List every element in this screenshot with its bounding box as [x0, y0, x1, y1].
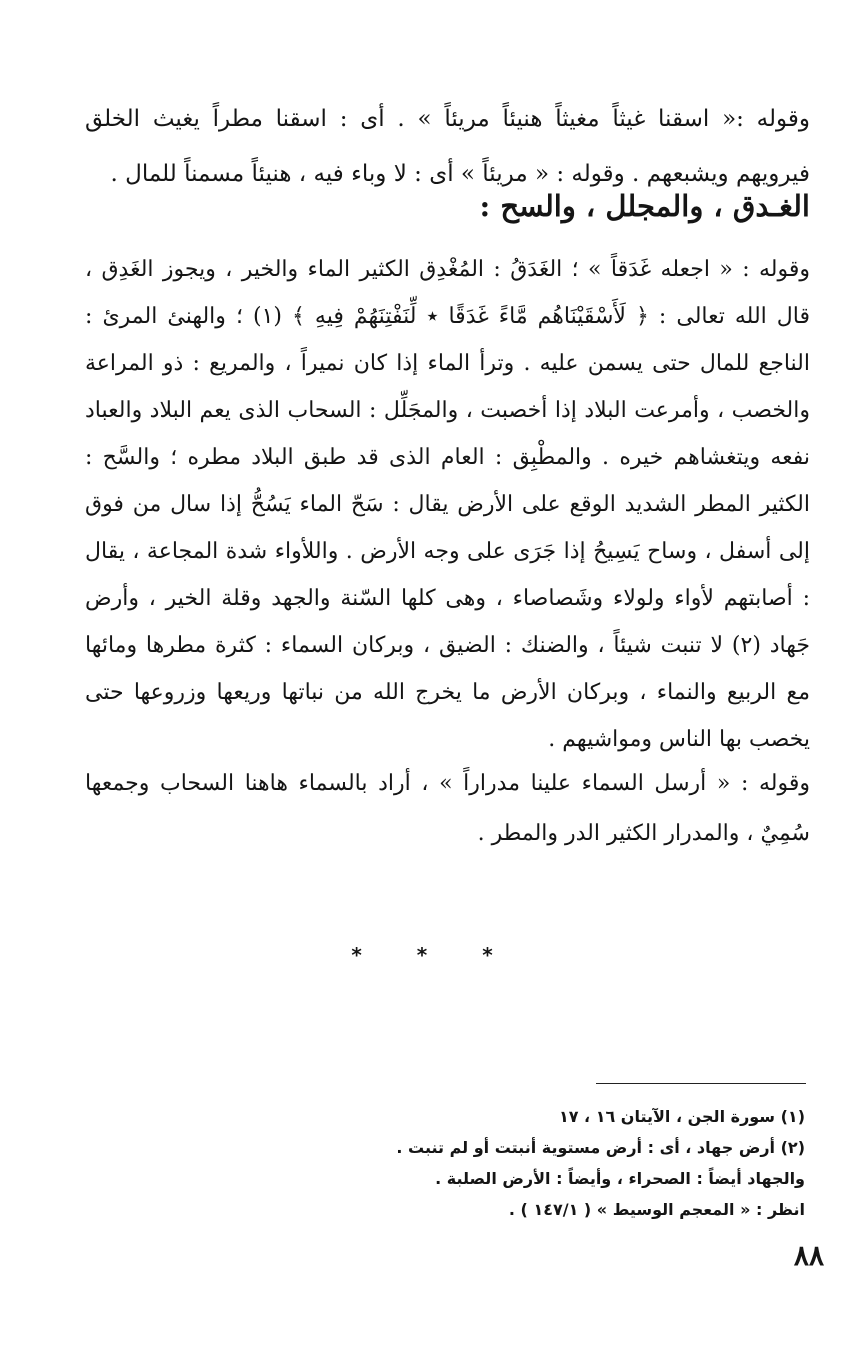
footnote-2-line-2: والجهاد أيضاً : الصحراء ، وأيضاً : الأرض الصلبة .	[435, 1169, 805, 1188]
closing-paragraph: وقوله : « أرسل السماء علينا مدراراً » ، أراد بالسماء هاهنا السحاب وجمعها سُمِيٌ ، والمدرار الكثير الدر والمطر .	[85, 771, 810, 846]
section-ornament: * * *	[351, 943, 517, 967]
page-number: ٨٨	[793, 1239, 824, 1272]
footnote-1: (١) سورة الجن ، الآيتان ١٦ ، ١٧	[558, 1107, 805, 1126]
section-heading: الغـدق ، والمجلل ، والسح :	[479, 189, 810, 223]
footnote-2-line-1: (٢) أرض جهاد ، أى : أرض مستوية أنبتت أو لم تنبت .	[396, 1138, 805, 1157]
footnotes	[285, 1101, 805, 1225]
footnote-2-line-3: انظر : « المعجم الوسيط » ( ١٤٧/١ ) .	[508, 1200, 805, 1219]
footnote-divider	[596, 1083, 806, 1084]
opening-paragraph: وقوله :« اسقنا غيثاً مغيثاً هنيئاً مريئاً » . أى : اسقنا مطراً يغيث الخلق فيرويهم ويشبعهم . وقوله : « مريئاً » أى : لا وباء فيه ، هنيئاً مسمناً للمال .	[85, 106, 810, 187]
definitions-paragraph: وقوله : « اجعله غَدَقاً » ؛ الغَدَقُ : المُغْدِق الكثير الماء والخير ، ويجوز الغَدِق ، قال الله تعالى : ﴿ لَأَسْقَيْنَاهُم مَّاءً غَدَقًا ٭ لِّنَفْتِنَهُمْ فِيهِ ﴾ (١) ؛ والهنئ المرئ : الناجع للمال حتى يسمن عليه . وترأ الماء إذا كان نميراً ، والمريع : ذو المراعة والخصب ، وأمرعت البلاد إذا أخصبت ، والمجَلِّل : السحاب الذى يعم البلاد والعباد نفعه ويتغشاهم خيره . والمطْبِق : العام الذى قد طبق البلاد مطره ؛ والسَّح : الكثير المطر الشديد الوقع على الأرض يقال : سَحّ الماء يَسُحُّ إذا سال من فوق إلى أسفل ، وساح يَسِيحُ إذا جَرَى على وجه الأرض . واللأواء شدة المجاعة ، يقال : أصابتهم لأواء ولولاء وشَصاصاء ، وهى كلها السّنة والجهد وقلة الخير ، وأرض جَهاد (٢) لا تنبت شيئاً ، والضنك : الضيق ، وبركان السماء : كثرة مطرها ومائها مع الربيع والنماء ، وبركان الأرض ما يخرج الله من نباتها وريعها وزروعها حتى يخصب بها الناس ومواشيهم .	[85, 257, 810, 752]
